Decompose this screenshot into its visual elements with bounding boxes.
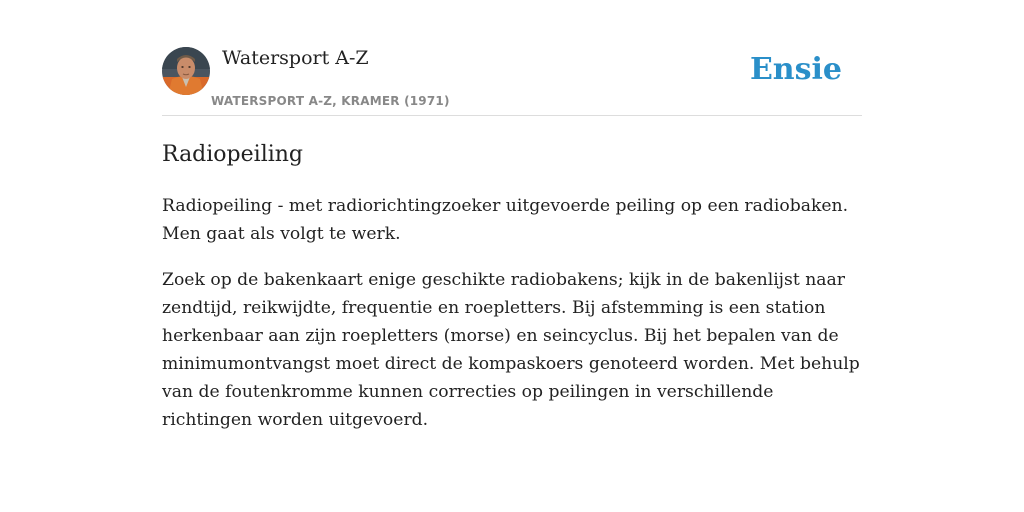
entry-body [162,192,862,452]
ensie-logo[interactable]: Ensie [749,52,842,87]
entry-title: Radiopeiling [162,142,304,167]
avatar-image [162,47,210,95]
body-paragraph: Zoek op de bakenkaart enige geschikte radiobakens; kijk in de bakenlijst naar zendtijd, reikwijdte, frequentie en roepletters. Bij afstemming is een station herkenbaar aan zijn roepletters (morse) en seincyclus. Bij het bepalen van de minimumontvangst moet direct de kompaskoers genoteerd worden. Met behulp van de foutenkromme kunnen correcties op peilingen in verschillende richtingen worden uitgevoerd. [162,270,860,430]
body-paragraph: Radiopeiling - met radiorichtingzoeker uitgevoerde peiling op een radiobaken. Men gaat als volgt te werk. [162,196,849,244]
author-avatar[interactable] [162,47,210,95]
source-label: WATERSPORT A-Z, KRAMER (1971) [211,94,450,108]
author-name-link[interactable]: Watersport A-Z [222,47,369,69]
entry-header [162,46,862,116]
